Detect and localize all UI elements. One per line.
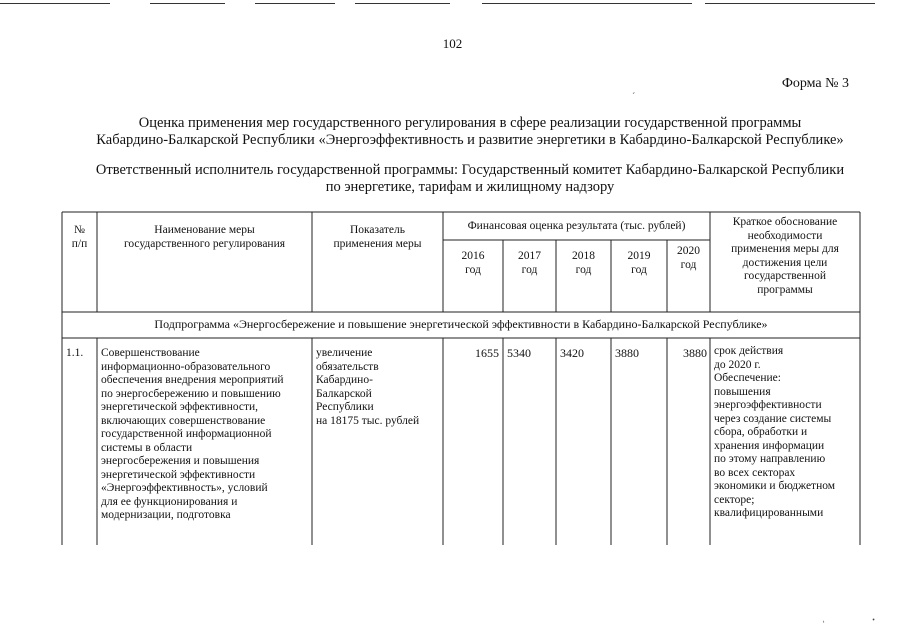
row-value-2018: 3420 <box>560 346 584 360</box>
row-value-2019: 3880 <box>615 346 639 360</box>
form-label: Форма № 3 <box>781 76 849 91</box>
row-value-2020: 3880 <box>683 346 707 360</box>
title-line: Оценка применения мер государственного регулирования в сфере реализации государственной программы <box>138 115 802 131</box>
row-value-2016: 1655 <box>475 346 499 360</box>
header-justification: Краткое обоснование необходимости применения меры для достижения цели государственной программы <box>731 216 839 296</box>
subprogram-title: Подпрограмма «Энергосбережение и повышение энергетической эффективности в Кабардино-Балкарской Республике» <box>154 317 768 331</box>
header-year: 2019 год <box>627 250 651 276</box>
header-finance: Финансовая оценка результата (тыс. рублей) <box>467 220 686 232</box>
scan-speck: ͺ <box>822 612 826 623</box>
responsible-line: Ответственный исполнитель государственной программы: Государственный комитет Кабардино-Балкарской Республики <box>95 162 845 178</box>
header-year: 2016 год <box>461 250 485 276</box>
header-year: 2018 год <box>572 250 595 276</box>
header-num: № п/п <box>71 224 88 250</box>
header-name: Наименование меры государственного регулирования <box>123 224 286 250</box>
row-measure-name: Совершенствование информационно-образовательного обеспечения внедрения мероприятий по энергосбережению и повышению энергетической эффективности, включающих совершенствование государственной информационной системы в области энергосбережения и повышения энергетической эффективности «Энергоэффективность», условий для ее функционирования и модернизации, подготовка <box>101 347 284 521</box>
row-justification: срок действия до 2020 г. Обеспечение: повышения энергоэффективности через создание системы сбора, обработки и хранения информации по этому направлению во всех секторах экономики и бюджетном секторе; квалифицированными <box>714 345 836 519</box>
header-year: 2020 год <box>677 245 700 271</box>
row-indicator: увеличение обязательств Кабардино- Балкарской Республики на 18175 тыс. рублей <box>316 347 420 427</box>
scan-speck: ꞏ <box>872 615 876 626</box>
row-num: 1.1. <box>66 347 84 359</box>
header-year: 2017 год <box>518 250 541 276</box>
header-indicator: Показатель применения меры <box>333 224 422 250</box>
title-line: Кабардино-Балкарской Республики «Энергоэффективность и развитие энергетики в Кабардино-Балкарской Республике» <box>96 132 844 148</box>
scan-speck: ˊ <box>632 92 636 103</box>
page-number: 102 <box>442 36 463 51</box>
responsible-line: по энергетике, тарифам и жилищному надзору <box>325 179 615 195</box>
row-value-2017: 5340 <box>507 346 531 360</box>
